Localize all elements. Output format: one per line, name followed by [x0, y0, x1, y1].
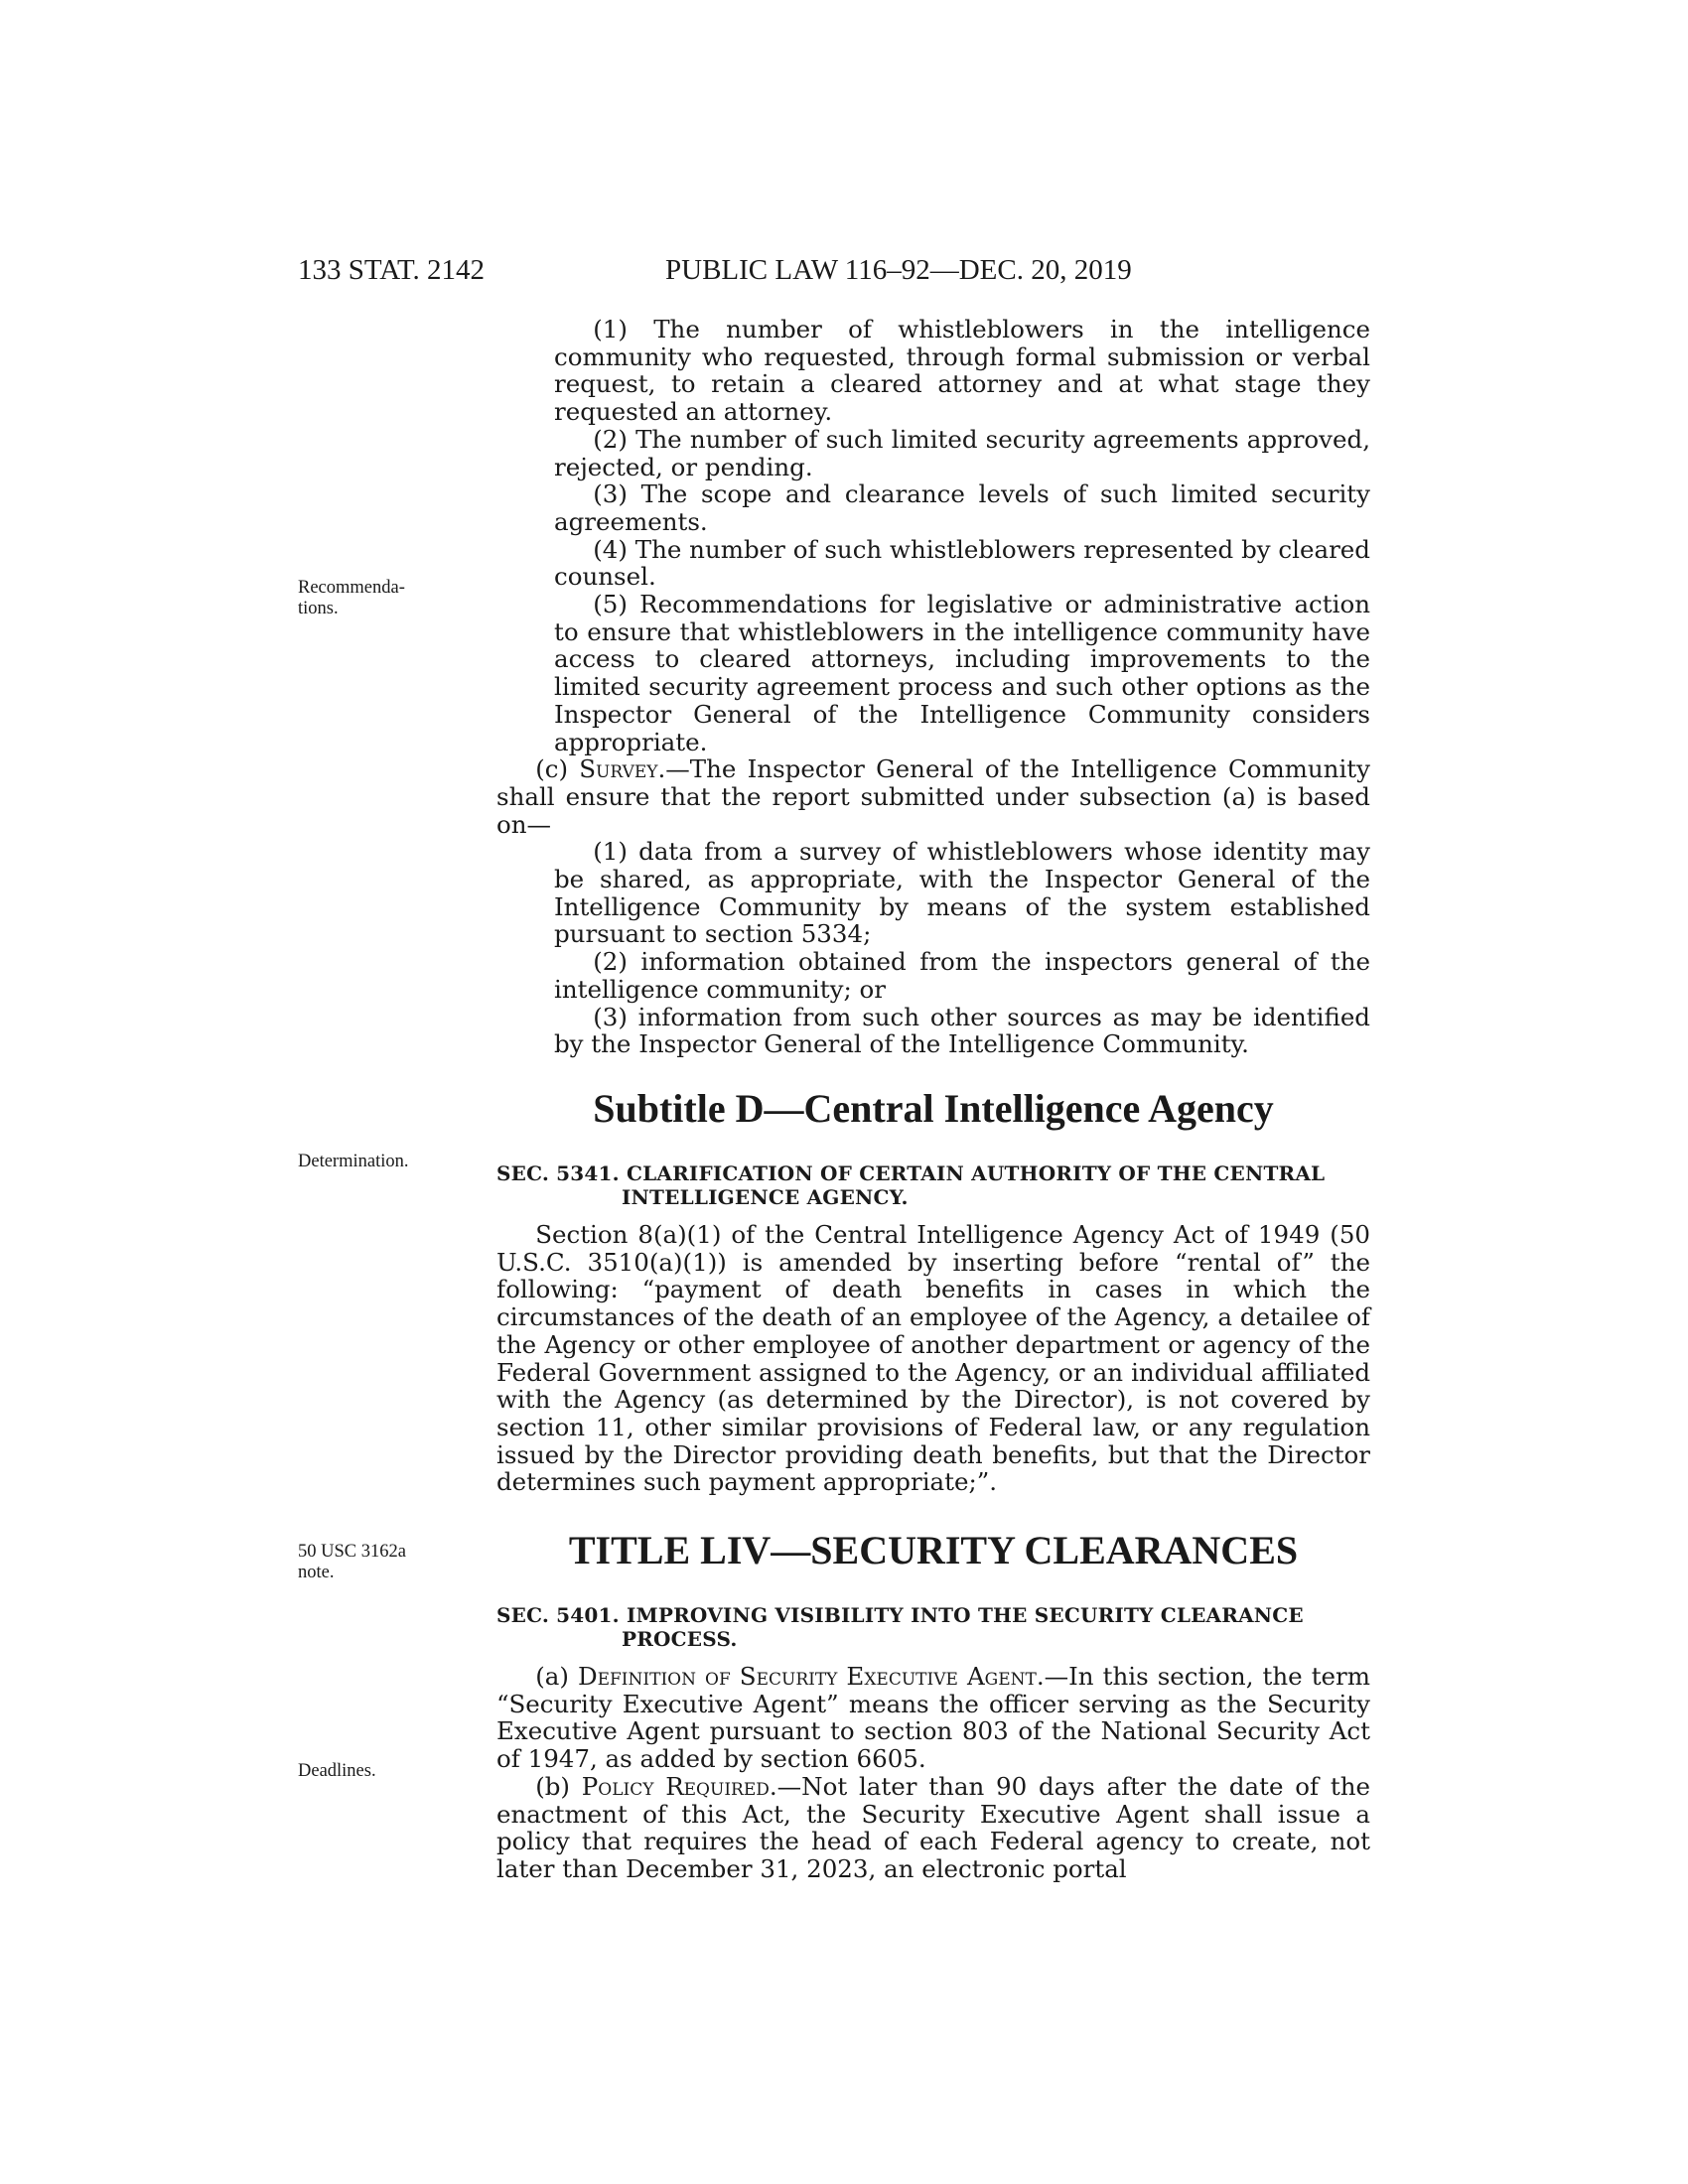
subtitle-heading: Subtitle D—Central Intelligence Agency [593, 1085, 1274, 1131]
report-item-2: (2) The number of such limited security agreements approved, rejected, or pending. [554, 424, 1370, 481]
section-5401-b-prefix: (b) [535, 1771, 582, 1801]
section-5401-b-label: Policy Required [581, 1771, 770, 1801]
survey-item-1: (1) data from a survey of whistleblowers whose identity may be shared, as appropriate, with the Inspector General of the Intelligence Community by means of the system established pursuant to section 5334; [554, 837, 1370, 949]
report-item-1: (1) The number of whistleblowers in the intelligence community who requested, through formal submission or verbal request, to retain a cleared attorney and at what stage they requested an attorney. [554, 315, 1370, 427]
report-item-3: (3) The scope and clearance levels of such limited security agreements. [554, 479, 1370, 536]
section-5401-heading: SEC. 5401. IMPROVING VISIBILITY INTO THE SECURITY CLEARANCE PROCESS. [496, 1603, 1304, 1652]
sidenote-deadlines: Deadlines. [298, 1761, 376, 1781]
section-5401-b [496, 1773, 1370, 1883]
section-5401-a-label: Definition of Security Executive Agent [577, 1662, 1037, 1692]
section-5401-a-text: .—In this section, the term “Security Executive Agent” means the officer serving as the Security Executive Agent pursuant to section 803 of the National Security Act of 1947, as added by section 6605. [496, 1662, 1370, 1774]
report-item-5: (5) Recommendations for legislative or administrative action to ensure that whistleblowers in the intelligence community have access to cleared attorneys, including improvements to the limited security agreement process and such other options as the Inspector General of the Intelligence Community considers appropriate. [554, 590, 1370, 756]
section-5341-text: Section 8(a)(1) of the Central Intelligence Agency Act of 1949 (50 U.S.C. 3510(a)(1)) is amended by inserting before “rental of” the following: “payment of death benefits in cases in which the circumstances of the death of an employee of the Agency, a detailee of the Agency or other employee of another department or agency of the Federal Government assigned to the Agency, or an individual affiliated with the Agency (as determined by the Director), is not covered by section 11, other similar provisions of Federal law, or any regulation issued by the Director providing death benefits, but that the Director determines such payment appropriate;”. [496, 1219, 1370, 1497]
survey-label: Survey [579, 754, 658, 784]
section-5401-a-prefix: (a) [535, 1662, 578, 1692]
title-heading: TITLE LIV—SECURITY CLEARANCES [568, 1528, 1299, 1573]
running-title: PUBLIC LAW 116–92—DEC. 20, 2019 [665, 254, 1132, 286]
survey-intro: .—The Inspector General of the Intelligence Community shall ensure that the report submitted under subsection (a) is based on— [496, 754, 1370, 839]
survey-paragraph [496, 755, 1370, 838]
survey-item-3: (3) information from such other sources as may be identified by the Inspector General of the Intelligence Community. [554, 1002, 1370, 1059]
survey-item-2: (2) information obtained from the inspectors general of the intelligence community; or [554, 947, 1370, 1004]
statute-page-number: 133 STAT. 2142 [298, 254, 486, 286]
page-body [496, 316, 1370, 1883]
survey-prefix: (c) [535, 754, 580, 784]
report-item-4: (4) The number of such whistleblowers represented by cleared counsel. [554, 534, 1370, 592]
sidenote-recommendations: Recommenda- tions. [298, 578, 405, 618]
page-header [298, 254, 1370, 294]
section-5401-a [496, 1663, 1370, 1773]
section-5341-heading: SEC. 5341. CLARIFICATION OF CERTAIN AUTHORITY OF THE CENTRAL INTELLIGENCE AGENCY. [496, 1160, 1326, 1209]
sidenote-determination: Determination. [298, 1152, 409, 1171]
sidenote-usc-note: 50 USC 3162a note. [298, 1542, 406, 1582]
section-5401-b-text: .—Not later than 90 days after the date of the enactment of this Act, the Security Executive Agent shall issue a policy that requires the head of each Federal agency to create, not later than December 31, 2023, an electronic portal [496, 1771, 1370, 1883]
